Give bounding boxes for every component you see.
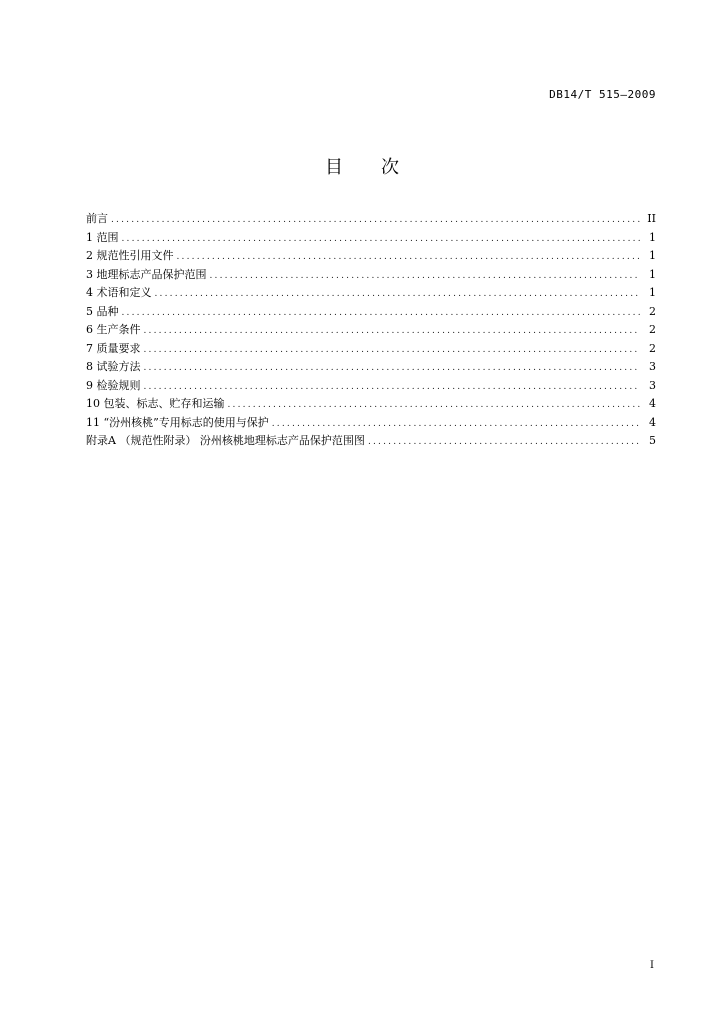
toc-entry-label: 附录A （规范性附录） 汾州核桃地理标志产品保护范围图: [86, 434, 365, 447]
toc-dot-leader: [210, 267, 641, 286]
toc-dot-leader: [122, 230, 641, 249]
toc-entry-protection-scope[interactable]: [86, 266, 656, 285]
toc-entry-page: 3: [649, 360, 656, 373]
toc-entry-label: 前言: [86, 212, 108, 225]
toc-dot-leader: [122, 304, 641, 323]
toc-entry-page: 4: [649, 397, 656, 410]
toc-entry-label: 7 质量要求: [86, 341, 141, 355]
toc-entry-page: 2: [649, 304, 656, 318]
toc-entry-label: 9 检验规则: [86, 378, 141, 392]
table-of-contents: [86, 210, 656, 451]
toc-entry-terms-definitions[interactable]: [86, 284, 656, 303]
toc-entry-normative-references[interactable]: [86, 247, 656, 266]
toc-entry-page: 5: [649, 434, 656, 447]
toc-title: 目次: [325, 157, 437, 178]
toc-entry-varieties[interactable]: [86, 303, 656, 322]
toc-entry-test-methods[interactable]: [86, 358, 656, 377]
toc-entry-page: 2: [649, 323, 656, 336]
toc-dot-leader: [144, 322, 641, 341]
toc-entry-appendix-a[interactable]: [86, 432, 656, 451]
toc-dot-leader: [144, 341, 641, 360]
toc-entry-page: 2: [649, 341, 656, 355]
toc-entry-label: 6 生产条件: [86, 323, 141, 336]
toc-dot-leader: [144, 378, 641, 397]
toc-entry-page: 4: [649, 415, 656, 429]
toc-entry-page: 1: [649, 267, 656, 281]
toc-entry-label: 1 范围: [86, 230, 119, 244]
toc-dot-leader: [177, 248, 641, 267]
toc-dot-leader: [111, 211, 640, 230]
toc-entry-special-mark-usage[interactable]: [86, 414, 656, 433]
toc-entry-page: II: [647, 212, 656, 225]
toc-dot-leader: [155, 285, 641, 304]
toc-entry-page: 1: [649, 230, 656, 244]
toc-entry-scope[interactable]: [86, 229, 656, 248]
toc-entry-label: 4 术语和定义: [86, 286, 152, 299]
document-code: DB14/T 515—2009: [549, 88, 656, 101]
toc-dot-leader: [144, 359, 641, 378]
toc-entry-page: 3: [649, 378, 656, 392]
toc-entry-label: 3 地理标志产品保护范围: [86, 267, 207, 281]
toc-dot-leader: [272, 415, 640, 434]
toc-entry-foreword[interactable]: [86, 210, 656, 229]
toc-entry-packaging-storage[interactable]: [86, 395, 656, 414]
toc-entry-label: 11 “汾州核桃”专用标志的使用与保护: [86, 415, 269, 429]
toc-entry-page: 1: [649, 249, 656, 262]
toc-entry-label: 8 试验方法: [86, 360, 141, 373]
toc-entry-production-conditions[interactable]: [86, 321, 656, 340]
toc-entry-quality-requirements[interactable]: [86, 340, 656, 359]
toc-entry-label: 10 包装、标志、贮存和运输: [86, 397, 225, 410]
toc-entry-page: 1: [649, 286, 656, 299]
toc-dot-leader: [368, 433, 640, 452]
toc-entry-label: 2 规范性引用文件: [86, 249, 174, 262]
toc-entry-inspection-rules[interactable]: [86, 377, 656, 396]
page-number: I: [650, 960, 654, 971]
toc-entry-label: 5 品种: [86, 304, 119, 318]
toc-dot-leader: [228, 396, 641, 415]
